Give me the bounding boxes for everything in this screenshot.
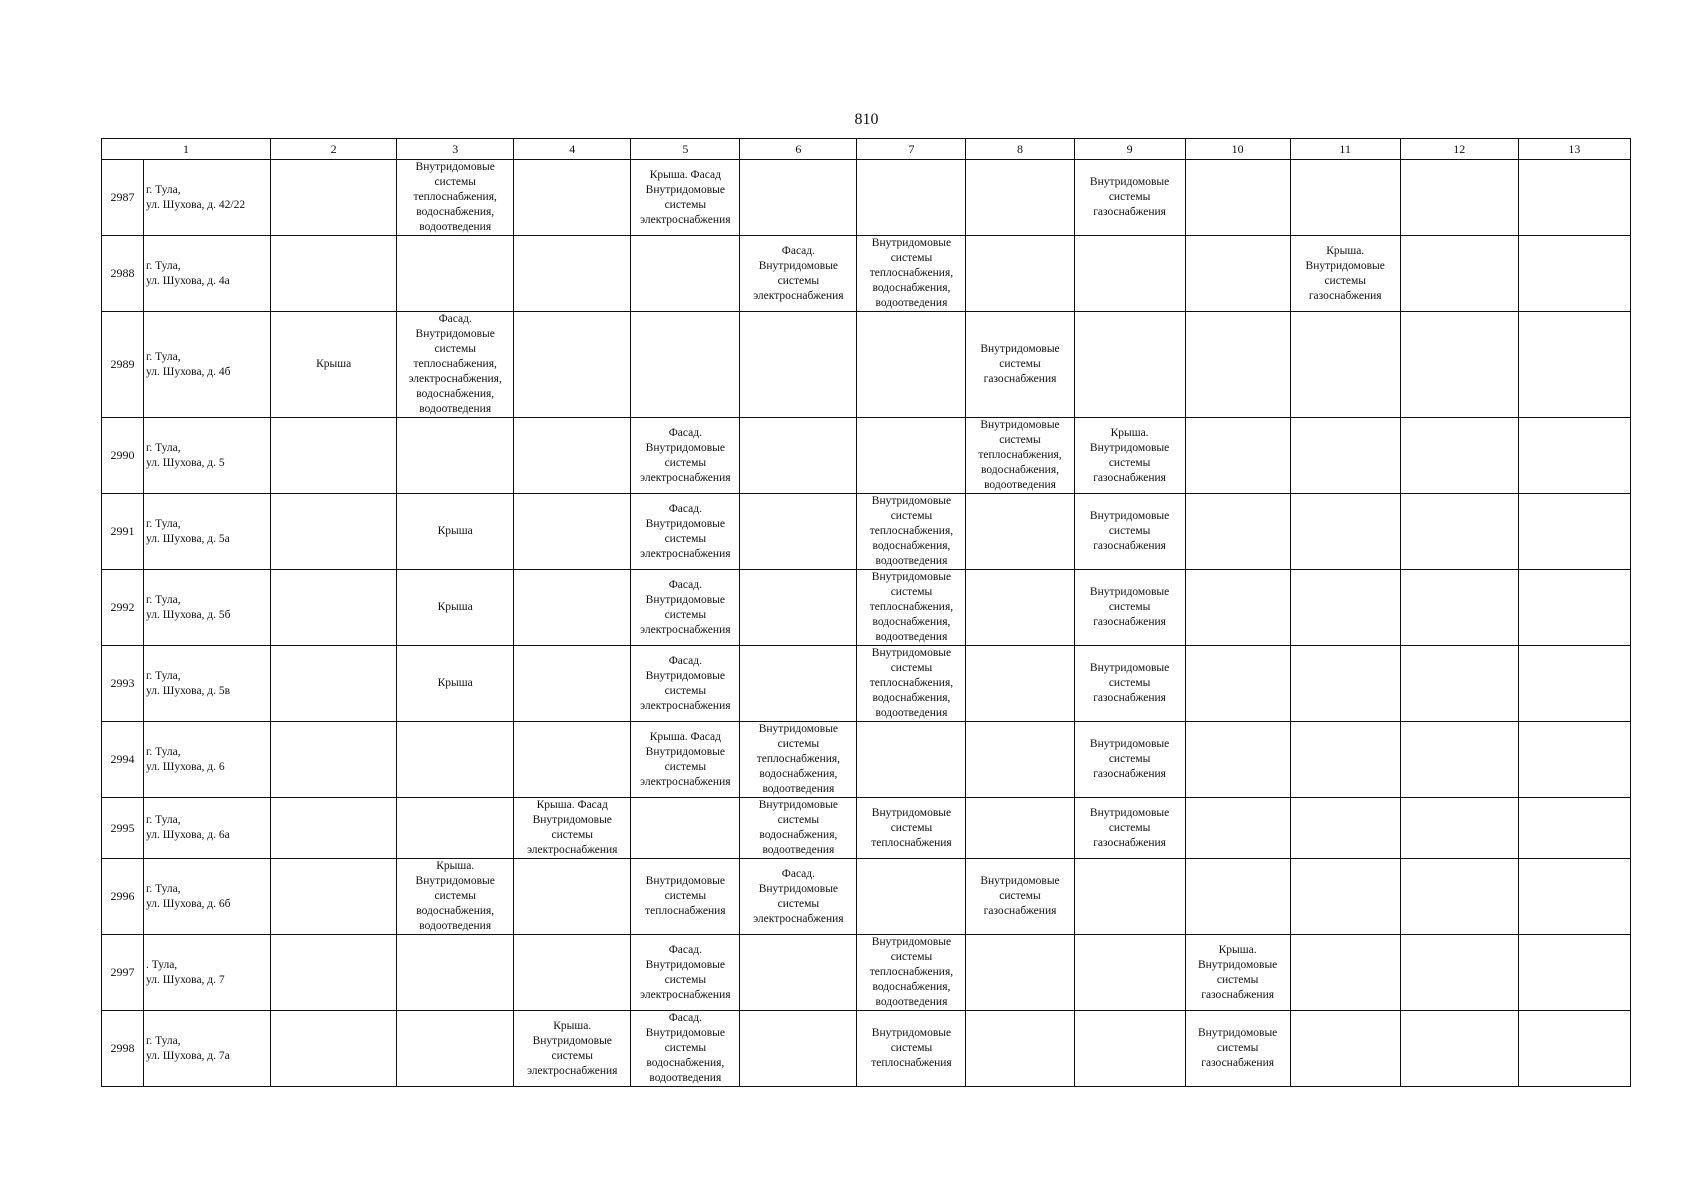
work-cell: Внутридомовые системы газоснабжения <box>1185 1011 1290 1087</box>
row-number: 2998 <box>102 1011 144 1087</box>
row-number: 2991 <box>102 494 144 570</box>
work-cell <box>514 236 631 312</box>
row-number: 2990 <box>102 418 144 494</box>
work-cell <box>1185 236 1290 312</box>
work-cell <box>740 570 857 646</box>
address-cell: г. Тула, ул. Шухова, д. 6 <box>144 722 271 798</box>
work-cell <box>1074 1011 1185 1087</box>
work-cell: Крыша. Фасад Внутридомовые системы электроснабжения <box>631 722 740 798</box>
work-cell <box>1074 859 1185 935</box>
table-row <box>102 859 1631 935</box>
work-cell <box>1518 1011 1630 1087</box>
work-cell <box>857 722 966 798</box>
table-row <box>102 570 1631 646</box>
work-cell <box>1400 798 1518 859</box>
work-cell <box>514 160 631 236</box>
work-cell <box>1400 935 1518 1011</box>
work-cell <box>271 570 397 646</box>
table-row <box>102 1011 1631 1087</box>
work-cell <box>271 1011 397 1087</box>
work-cell: Фасад. Внутридомовые системы теплоснабжения, электроснабжения, водоснабжения, водоотведения <box>397 312 514 418</box>
work-cell <box>966 722 1074 798</box>
work-cell <box>631 236 740 312</box>
work-cell <box>397 935 514 1011</box>
work-cell <box>397 798 514 859</box>
work-cell: Внутридомовые системы газоснабжения <box>1074 646 1185 722</box>
work-cell <box>397 722 514 798</box>
work-cell <box>966 570 1074 646</box>
work-cell: Внутридомовые системы газоснабжения <box>1074 494 1185 570</box>
table-row <box>102 646 1631 722</box>
work-cell <box>1400 494 1518 570</box>
work-cell <box>1518 160 1630 236</box>
work-cell <box>966 160 1074 236</box>
work-cell <box>271 798 397 859</box>
work-cell <box>1518 935 1630 1011</box>
work-cell: Крыша <box>397 646 514 722</box>
table-row <box>102 312 1631 418</box>
column-header: 9 <box>1074 139 1185 160</box>
work-cell <box>1185 160 1290 236</box>
work-cell <box>857 160 966 236</box>
work-cell <box>1518 722 1630 798</box>
row-number: 2996 <box>102 859 144 935</box>
address-cell: г. Тула, ул. Шухова, д. 7а <box>144 1011 271 1087</box>
work-cell <box>966 1011 1074 1087</box>
work-cell <box>1400 1011 1518 1087</box>
work-cell <box>966 236 1074 312</box>
work-cell: Внутридомовые системы водоснабжения, водоотведения <box>740 798 857 859</box>
work-cell <box>740 160 857 236</box>
work-cell <box>1290 798 1400 859</box>
work-cell <box>514 859 631 935</box>
row-number: 2994 <box>102 722 144 798</box>
work-cell: Фасад. Внутридомовые системы электроснабжения <box>740 859 857 935</box>
work-cell <box>514 570 631 646</box>
work-cell <box>1074 935 1185 1011</box>
table-row <box>102 160 1631 236</box>
work-cell <box>1400 722 1518 798</box>
work-cell <box>514 494 631 570</box>
address-cell: г. Тула, ул. Шухова, д. 6б <box>144 859 271 935</box>
column-header: 5 <box>631 139 740 160</box>
work-cell <box>966 935 1074 1011</box>
work-cell: Внутридомовые системы теплоснабжения, водоснабжения, водоотведения <box>857 570 966 646</box>
work-cell <box>857 312 966 418</box>
column-header: 6 <box>740 139 857 160</box>
row-number: 2992 <box>102 570 144 646</box>
work-cell <box>1518 859 1630 935</box>
work-cell: Крыша. Внутридомовые системы газоснабжения <box>1290 236 1400 312</box>
column-header: 10 <box>1185 139 1290 160</box>
work-cell: Внутридомовые системы теплоснабжения <box>631 859 740 935</box>
column-header: 13 <box>1518 139 1630 160</box>
work-cell <box>1400 859 1518 935</box>
work-cell: Внутридомовые системы газоснабжения <box>1074 722 1185 798</box>
work-cell <box>1518 236 1630 312</box>
work-cell <box>397 236 514 312</box>
work-cell: Фасад. Внутридомовые системы электроснабжения <box>631 935 740 1011</box>
work-cell <box>1290 160 1400 236</box>
address-cell: . Тула, ул. Шухова, д. 7 <box>144 935 271 1011</box>
column-header: 7 <box>857 139 966 160</box>
work-cell <box>514 312 631 418</box>
work-cell <box>271 160 397 236</box>
table-row <box>102 722 1631 798</box>
work-cell: Внутридомовые системы теплоснабжения <box>857 798 966 859</box>
work-cell <box>1074 312 1185 418</box>
work-cell <box>1400 646 1518 722</box>
work-cell <box>966 494 1074 570</box>
work-cell <box>1518 312 1630 418</box>
work-cell: Фасад. Внутридомовые системы электроснабжения <box>631 494 740 570</box>
table-row <box>102 418 1631 494</box>
address-cell: г. Тула, ул. Шухова, д. 5в <box>144 646 271 722</box>
work-cell: Крыша. Внутридомовые системы газоснабжения <box>1074 418 1185 494</box>
work-cell <box>740 312 857 418</box>
work-cell <box>1400 160 1518 236</box>
row-number: 2988 <box>102 236 144 312</box>
work-cell: Крыша <box>397 570 514 646</box>
work-cell <box>1185 646 1290 722</box>
table-row <box>102 935 1631 1011</box>
column-header: 4 <box>514 139 631 160</box>
work-cell <box>631 798 740 859</box>
work-cell <box>1290 859 1400 935</box>
table-row <box>102 236 1631 312</box>
table-row <box>102 494 1631 570</box>
work-cell <box>1185 494 1290 570</box>
address-cell: г. Тула, ул. Шухова, д. 4б <box>144 312 271 418</box>
address-cell: г. Тула, ул. Шухова, д. 5 <box>144 418 271 494</box>
work-cell <box>397 1011 514 1087</box>
work-cell: Внутридомовые системы теплоснабжения, водоснабжения, водоотведения <box>857 236 966 312</box>
work-cell <box>1185 418 1290 494</box>
work-cell <box>1290 1011 1400 1087</box>
row-number: 2993 <box>102 646 144 722</box>
work-cell <box>514 418 631 494</box>
work-cell <box>1400 312 1518 418</box>
work-cell: Крыша. Внутридомовые системы газоснабжения <box>1185 935 1290 1011</box>
table-row <box>102 798 1631 859</box>
work-cell <box>514 935 631 1011</box>
column-header: 8 <box>966 139 1074 160</box>
address-cell: г. Тула, ул. Шухова, д. 5б <box>144 570 271 646</box>
row-number: 2987 <box>102 160 144 236</box>
work-cell <box>966 798 1074 859</box>
column-header: 1 <box>102 139 271 160</box>
work-cell: Внутридомовые системы теплоснабжения, водоснабжения, водоотведения <box>966 418 1074 494</box>
column-header: 12 <box>1400 139 1518 160</box>
work-cell: Фасад. Внутридомовые системы электроснабжения <box>631 418 740 494</box>
work-cell: Внутридомовые системы теплоснабжения, водоснабжения, водоотведения <box>857 935 966 1011</box>
work-cell <box>1518 646 1630 722</box>
work-cell: Крыша <box>271 312 397 418</box>
work-cell <box>271 722 397 798</box>
work-cell: Крыша. Внутридомовые системы электроснабжения <box>514 1011 631 1087</box>
work-cell: Внутридомовые системы газоснабжения <box>1074 570 1185 646</box>
work-cell: Внутридомовые системы теплоснабжения <box>857 1011 966 1087</box>
work-cell: Внутридомовые системы теплоснабжения, водоснабжения, водоотведения <box>857 646 966 722</box>
work-cell: Крыша. Фасад Внутридомовые системы электроснабжения <box>631 160 740 236</box>
work-cell <box>740 418 857 494</box>
work-cell: Фасад. Внутридомовые системы водоснабжения, водоотведения <box>631 1011 740 1087</box>
work-cell <box>1185 798 1290 859</box>
column-header: 2 <box>271 139 397 160</box>
work-cell: Внутридомовые системы газоснабжения <box>1074 160 1185 236</box>
work-cell <box>271 494 397 570</box>
work-cell: Фасад. Внутридомовые системы электроснабжения <box>631 570 740 646</box>
work-cell <box>1290 312 1400 418</box>
address-cell: г. Тула, ул. Шухова, д. 42/22 <box>144 160 271 236</box>
work-cell: Внутридомовые системы газоснабжения <box>966 312 1074 418</box>
work-cell <box>740 1011 857 1087</box>
work-cell <box>740 935 857 1011</box>
work-cell <box>1518 570 1630 646</box>
work-cell <box>1400 236 1518 312</box>
work-cell: Внутридомовые системы теплоснабжения, водоснабжения, водоотведения <box>397 160 514 236</box>
work-cell <box>1290 570 1400 646</box>
work-cell <box>1518 798 1630 859</box>
address-cell: г. Тула, ул. Шухова, д. 5а <box>144 494 271 570</box>
work-cell <box>857 418 966 494</box>
work-cell: Фасад. Внутридомовые системы электроснабжения <box>740 236 857 312</box>
work-cell: Крыша. Внутридомовые системы водоснабжения, водоотведения <box>397 859 514 935</box>
work-cell: Крыша. Фасад Внутридомовые системы электроснабжения <box>514 798 631 859</box>
work-cell <box>1290 722 1400 798</box>
work-cell <box>271 646 397 722</box>
work-cell <box>271 236 397 312</box>
work-cell: Внутридомовые системы теплоснабжения, водоснабжения, водоотведения <box>740 722 857 798</box>
column-header: 3 <box>397 139 514 160</box>
work-cell <box>740 646 857 722</box>
work-cell <box>1290 494 1400 570</box>
work-cell <box>1185 859 1290 935</box>
header-row <box>102 139 1631 160</box>
work-cell: Фасад. Внутридомовые системы электроснабжения <box>631 646 740 722</box>
work-cell <box>514 722 631 798</box>
work-cell <box>1290 646 1400 722</box>
work-cell <box>1290 935 1400 1011</box>
work-cell <box>271 418 397 494</box>
row-number: 2989 <box>102 312 144 418</box>
address-cell: г. Тула, ул. Шухова, д. 6а <box>144 798 271 859</box>
work-cell <box>1185 722 1290 798</box>
work-cell <box>1290 418 1400 494</box>
work-cell <box>1185 570 1290 646</box>
work-cell <box>1400 570 1518 646</box>
work-cell: Внутридомовые системы теплоснабжения, водоснабжения, водоотведения <box>857 494 966 570</box>
row-number: 2995 <box>102 798 144 859</box>
work-cell <box>966 646 1074 722</box>
work-cell <box>271 935 397 1011</box>
work-cell <box>1400 418 1518 494</box>
work-cell: Внутридомовые системы газоснабжения <box>1074 798 1185 859</box>
work-cell <box>1185 312 1290 418</box>
repair-schedule-table <box>101 138 1631 1087</box>
work-cell <box>1074 236 1185 312</box>
address-cell: г. Тула, ул. Шухова, д. 4а <box>144 236 271 312</box>
row-number: 2997 <box>102 935 144 1011</box>
work-cell: Внутридомовые системы газоснабжения <box>966 859 1074 935</box>
page-number: 810 <box>854 111 879 128</box>
work-cell <box>397 418 514 494</box>
work-cell: Крыша <box>397 494 514 570</box>
work-cell <box>1518 494 1630 570</box>
work-cell <box>514 646 631 722</box>
work-cell <box>857 859 966 935</box>
column-header: 11 <box>1290 139 1400 160</box>
work-cell <box>740 494 857 570</box>
work-cell <box>631 312 740 418</box>
work-cell <box>271 859 397 935</box>
work-cell <box>1518 418 1630 494</box>
